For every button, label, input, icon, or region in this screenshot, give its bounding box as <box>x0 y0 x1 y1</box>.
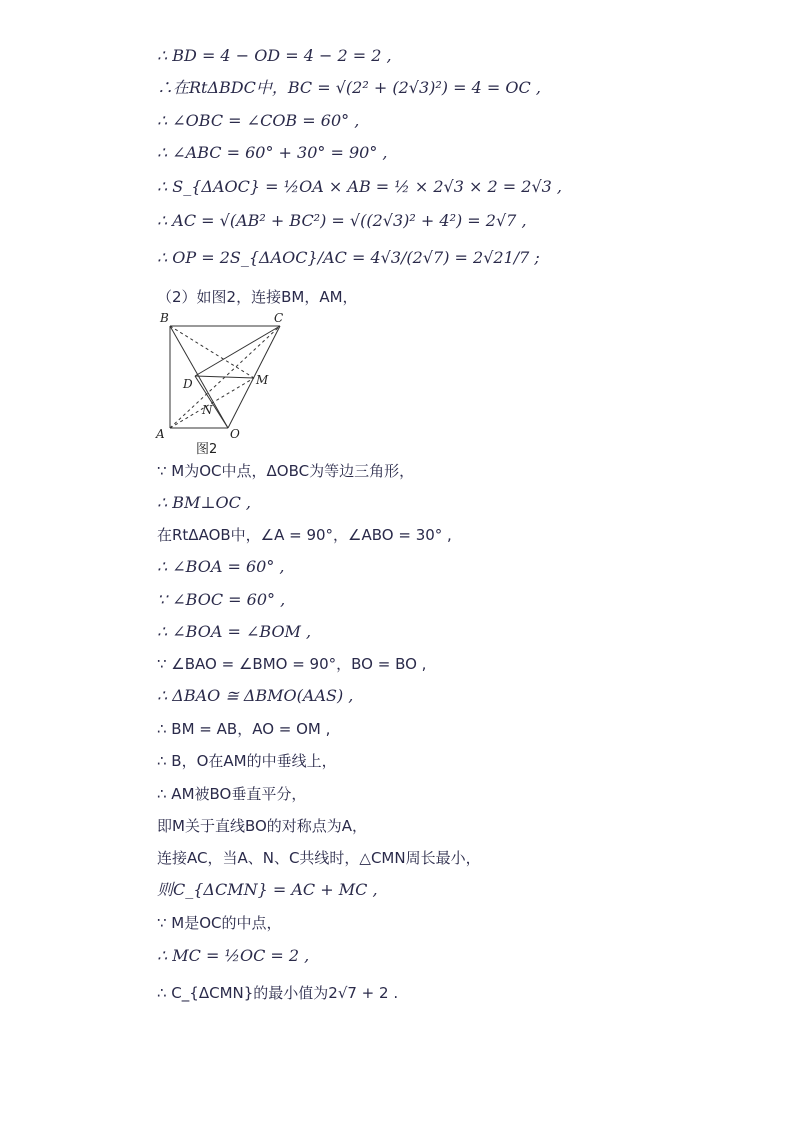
solution-line-2: ∴在RtΔBDC中，BC = √(2² + (2√3)²) = 4 = OC , <box>157 78 541 97</box>
solution-line-3: ∴ ∠OBC = ∠COB = 60° , <box>157 111 360 130</box>
solution-line-13: ∵ ∠BOC = 60° , <box>157 590 286 609</box>
solution-line-17: ∴ BM = AB，AO = OM , <box>157 720 331 738</box>
solution-line-4: ∴ ∠ABC = 60° + 30° = 90° , <box>157 143 388 162</box>
solution-line-7: ∴ OP = 2S_{ΔAOC}/AC = 4√3/(2√7) = 2√21/7 ; <box>157 248 540 267</box>
solution-line-5: ∴ S_{ΔAOC} = ½OA × AB = ½ × 2√3 × 2 = 2√3 , <box>157 177 562 196</box>
solution-line-14: ∴ ∠BOA = ∠BOM , <box>157 622 312 641</box>
solution-line-12: ∴ ∠BOA = 60° , <box>157 557 285 576</box>
solution-line-1: ∴ BD = 4 − OD = 4 − 2 = 2 , <box>157 46 392 65</box>
solution-line-18: ∴ B，O在AM的中垂线上， <box>157 752 337 770</box>
label-C: C <box>274 311 284 325</box>
label-N: N <box>202 403 213 417</box>
solution-line-23: ∵ M是OC的中点， <box>157 914 282 932</box>
solution-line-16: ∴ ΔBAO ≅ ΔBMO(AAS) , <box>157 686 354 705</box>
label-M: M <box>256 373 269 387</box>
label-O: O <box>230 427 240 441</box>
solution-line-19: ∴ AM被BO垂直平分， <box>157 785 307 803</box>
solution-line-25: ∴ C_{ΔCMN}的最小值为2√7 + 2 . <box>157 984 399 1002</box>
solution-line-11: 在RtΔAOB中，∠A = 90°，∠ABO = 30° , <box>157 526 452 544</box>
solution-line-10: ∴ BM⊥OC , <box>157 493 251 512</box>
solution-line-15: ∵ ∠BAO = ∠BMO = 90°，BO = BO , <box>157 655 427 673</box>
solution-line-6: ∴ AC = √(AB² + BC²) = √((2√3)² + 4²) = 2√7 , <box>157 211 527 230</box>
label-A: A <box>156 427 165 441</box>
seg-DO <box>195 376 228 428</box>
label-B: B <box>160 311 169 325</box>
solution-line-22: 则C_{ΔCMN} = AC + MC , <box>157 880 378 899</box>
part-2-heading: （2）如图2，连接BM，AM， <box>157 288 358 306</box>
figure-diagram <box>150 308 300 454</box>
figure-caption: 图2 <box>196 442 218 457</box>
solution-line-20: 即M关于直线BO的对称点为A， <box>157 817 368 835</box>
label-D: D <box>183 377 193 391</box>
solution-line-24: ∴ MC = ½OC = 2 , <box>157 946 310 965</box>
seg-BM-dashed <box>170 326 254 378</box>
solution-line-21: 连接AC，当A、N、C共线时，△CMN周长最小， <box>157 849 481 867</box>
solution-line-9: ∵ M为OC中点，ΔOBC为等边三角形， <box>157 462 415 480</box>
geometry-figure-2 <box>150 308 300 454</box>
